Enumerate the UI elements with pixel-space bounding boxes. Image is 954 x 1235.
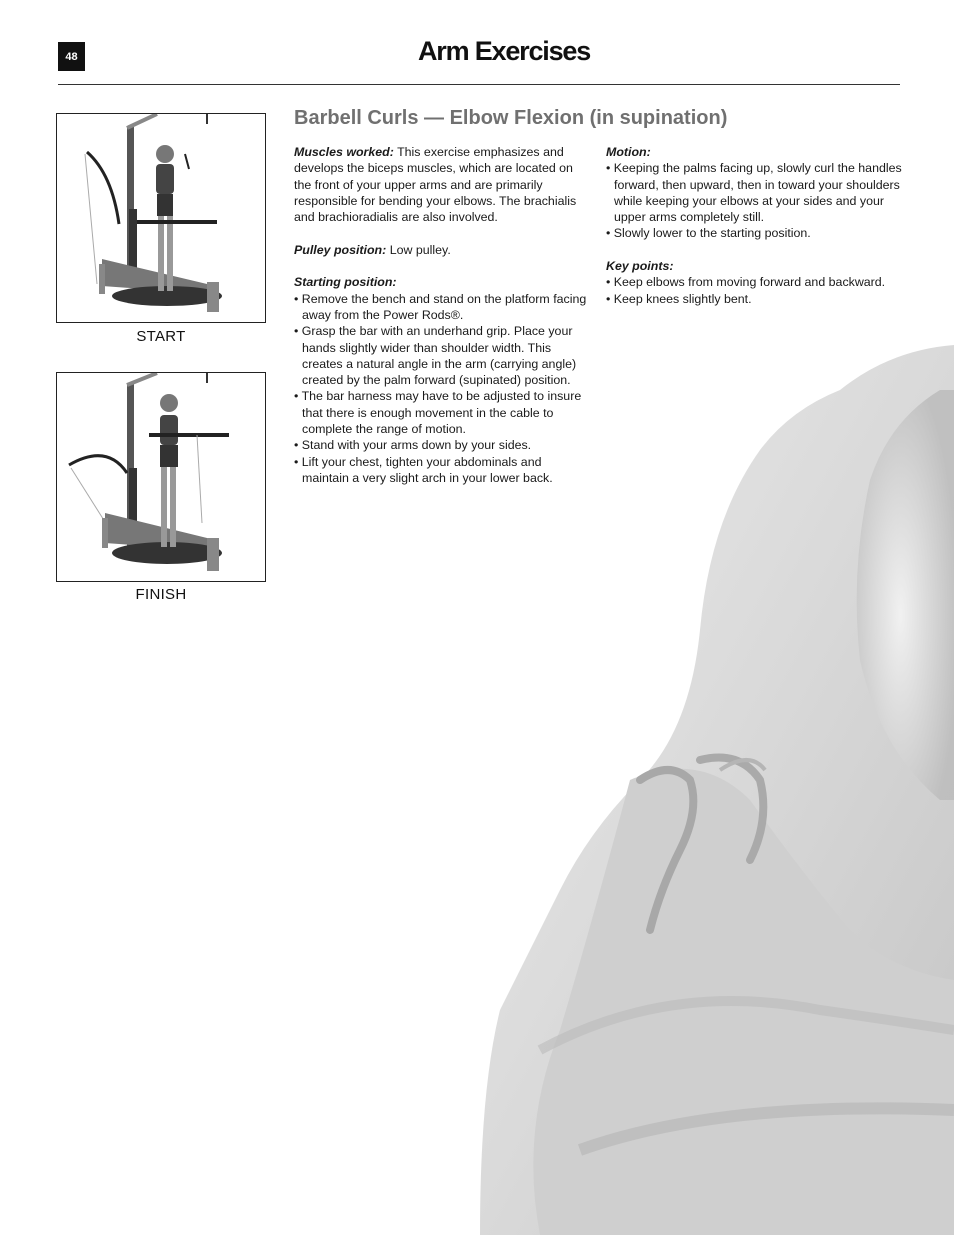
- starting-position-label: Starting position:: [294, 275, 397, 290]
- caption-finish: FINISH: [135, 586, 187, 603]
- list-item: • Stand with your arms down by your sides.: [294, 437, 588, 453]
- start-photo: [56, 113, 266, 323]
- pulley-position-paragraph: [294, 242, 588, 258]
- list-item: • Remove the bench and stand on the platform facing away from the Power Rods®.: [294, 291, 588, 324]
- list-item: • Lift your chest, tighten your abdominals and maintain a very slight arch in your lower back.: [294, 454, 588, 487]
- page-number: 48: [58, 42, 85, 71]
- finish-photo: [56, 372, 266, 582]
- muscles-worked-text: This exercise emphasizes and develops the biceps muscles, which are located on the front of your upper arms and are primarily responsible for bending your elbows. The brachialis and brachioradialis are also involved.: [294, 145, 577, 225]
- machine-start-illustration: [57, 114, 265, 322]
- caption-start: START: [136, 328, 186, 345]
- pulley-position-text: Low pulley.: [389, 242, 451, 257]
- header-rule: [58, 84, 900, 85]
- starting-position-list: [294, 291, 588, 487]
- left-text-column: [294, 144, 588, 503]
- key-points-list: [606, 274, 902, 307]
- key-points-label: Key points:: [606, 259, 674, 274]
- motion-list: [606, 160, 902, 241]
- list-item: • Keep elbows from moving forward and backward.: [606, 274, 902, 290]
- list-item: • Grasp the bar with an underhand grip. Place your hands slightly wider than shoulder width. This creates a natural angle in the arm (carrying angle) created by the palm forward (supinated) position.: [294, 323, 588, 388]
- motion-label: Motion:: [606, 145, 651, 159]
- list-item: • Keeping the palms facing up, slowly curl the handles forward, then upward, then in toward your shoulders while keeping your elbows at your sides and your upper arms completely still.: [606, 160, 902, 225]
- pulley-position-label: Pulley position:: [294, 242, 387, 257]
- list-item: • The bar harness may have to be adjusted to insure that there is enough movement in the cable to complete the range of motion.: [294, 388, 588, 437]
- muscles-worked-label: Muscles worked:: [294, 145, 394, 159]
- machine-finish-illustration: [57, 373, 265, 581]
- list-item: • Keep knees slightly bent.: [606, 291, 902, 307]
- list-item: • Slowly lower to the starting position.: [606, 225, 902, 241]
- page-title: Arm Exercises: [417, 36, 591, 66]
- right-text-column: [606, 144, 902, 323]
- exercise-title: Barbell Curls — Elbow Flexion (in supination): [294, 107, 728, 129]
- muscles-worked-paragraph: [294, 144, 588, 225]
